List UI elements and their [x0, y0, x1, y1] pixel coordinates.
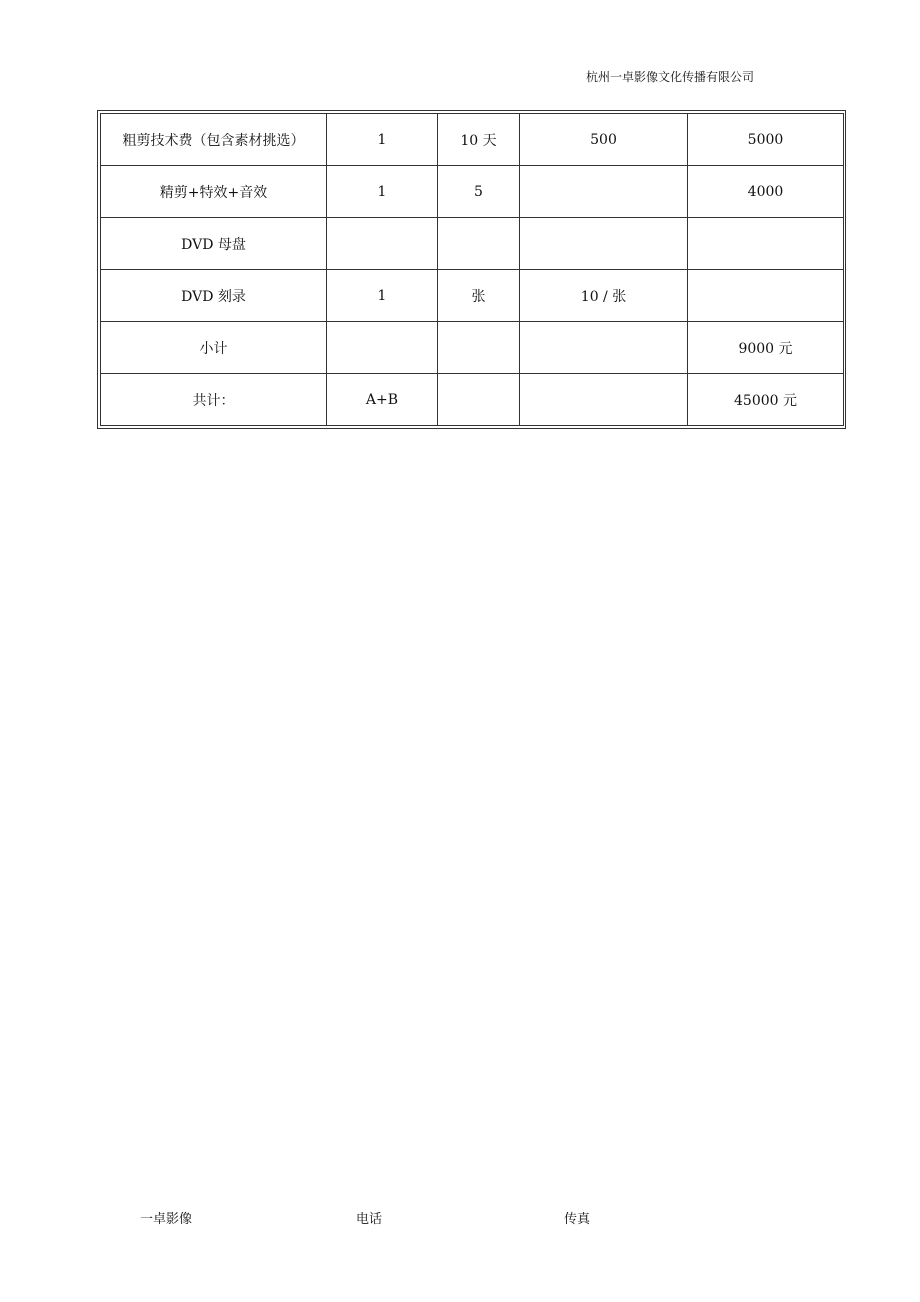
cell-unit-price: [520, 322, 688, 374]
quote-table-frame: [97, 110, 846, 429]
cell-unit-price: 10 / 张: [520, 270, 688, 322]
cell-item: 共计：: [101, 374, 327, 426]
cell-unit: 张: [438, 270, 520, 322]
cell-total: [688, 218, 844, 270]
cell-item: DVD 母盘: [101, 218, 327, 270]
cell-total: [688, 270, 844, 322]
cell-unit: 10 天: [438, 114, 520, 166]
cell-total: 4000: [688, 166, 844, 218]
cell-quantity: 1: [327, 114, 438, 166]
footer-fax-label: 传真: [564, 1212, 591, 1227]
page-header-company: 杭州一卓影像文化传播有限公司: [586, 70, 755, 84]
cell-unit: [438, 322, 520, 374]
cell-quantity: [327, 322, 438, 374]
table-row: [101, 114, 844, 166]
cell-total: 5000: [688, 114, 844, 166]
table-row: [101, 270, 844, 322]
cell-unit-price: [520, 374, 688, 426]
footer-company-name: 一卓影像: [140, 1212, 193, 1227]
cell-total: 45000 元: [688, 374, 844, 426]
cell-total: 9000 元: [688, 322, 844, 374]
footer-phone-label: 电话: [356, 1212, 383, 1227]
cell-unit: [438, 218, 520, 270]
cell-item: 小计: [101, 322, 327, 374]
cell-unit: [438, 374, 520, 426]
cell-quantity: 1: [327, 270, 438, 322]
table-row: [101, 166, 844, 218]
table-row: [101, 218, 844, 270]
cell-quantity: A+B: [327, 374, 438, 426]
cell-item: 粗剪技术费（包含素材挑选）: [101, 114, 327, 166]
cell-unit-price: [520, 218, 688, 270]
cell-unit: 5: [438, 166, 520, 218]
table-row: [101, 322, 844, 374]
cell-quantity: 1: [327, 166, 438, 218]
cell-item: 精剪+特效+音效: [101, 166, 327, 218]
cell-unit-price: 500: [520, 114, 688, 166]
cell-item: DVD 刻录: [101, 270, 327, 322]
quote-table: [100, 113, 844, 426]
cell-unit-price: [520, 166, 688, 218]
cell-quantity: [327, 218, 438, 270]
table-row: [101, 374, 844, 426]
